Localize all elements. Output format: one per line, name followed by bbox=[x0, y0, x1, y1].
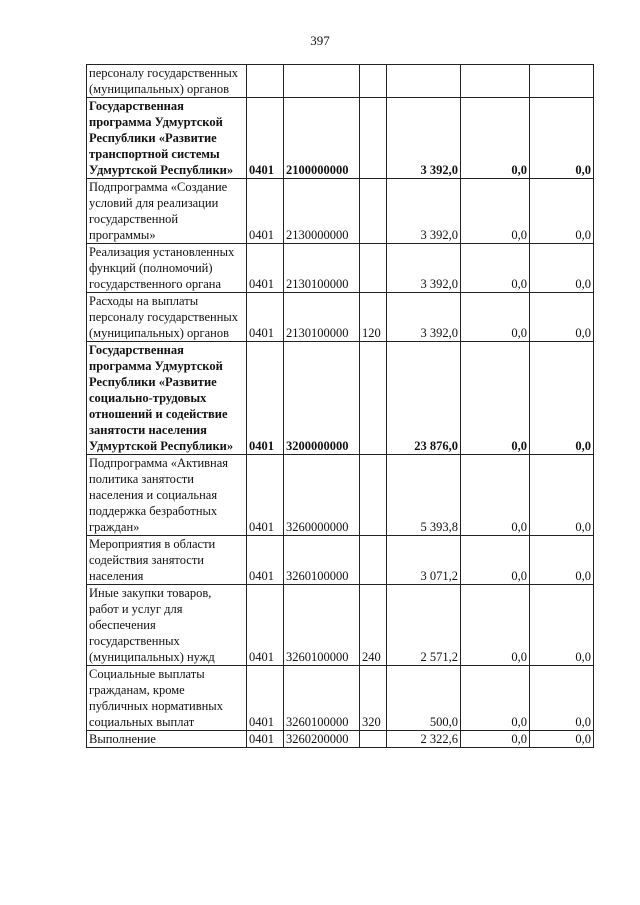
row-section-code: 0401 bbox=[247, 179, 284, 244]
row-amount-3: 0,0 bbox=[530, 731, 594, 748]
budget-table-body bbox=[87, 65, 594, 748]
row-expense-type bbox=[360, 342, 387, 455]
row-target-article: 2130000000 bbox=[284, 179, 360, 244]
row-amount-1: 3 392,0 bbox=[387, 98, 461, 179]
row-amount-2: 0,0 bbox=[461, 342, 530, 455]
row-section-code: 0401 bbox=[247, 536, 284, 585]
row-section-code bbox=[247, 65, 284, 98]
row-amount-2: 0,0 bbox=[461, 455, 530, 536]
row-target-article: 3260100000 bbox=[284, 536, 360, 585]
row-name: Подпрограмма «Активная политика занятости населения и социальная поддержка безработных граждан» bbox=[87, 455, 247, 536]
row-amount-3: 0,0 bbox=[530, 244, 594, 293]
row-expense-type: 320 bbox=[360, 666, 387, 731]
row-section-code: 0401 bbox=[247, 342, 284, 455]
row-amount-3: 0,0 bbox=[530, 342, 594, 455]
row-amount-1: 5 393,8 bbox=[387, 455, 461, 536]
table-row bbox=[87, 666, 594, 731]
row-expense-type bbox=[360, 65, 387, 98]
row-amount-3 bbox=[530, 65, 594, 98]
row-expense-type bbox=[360, 244, 387, 293]
row-expense-type bbox=[360, 179, 387, 244]
row-amount-1: 500,0 bbox=[387, 666, 461, 731]
row-expense-type: 120 bbox=[360, 293, 387, 342]
row-section-code: 0401 bbox=[247, 585, 284, 666]
table-row bbox=[87, 342, 594, 455]
row-amount-1: 2 322,6 bbox=[387, 731, 461, 748]
row-expense-type bbox=[360, 98, 387, 179]
row-amount-1: 3 392,0 bbox=[387, 179, 461, 244]
row-amount-1: 3 071,2 bbox=[387, 536, 461, 585]
row-amount-2: 0,0 bbox=[461, 666, 530, 731]
row-name: Мероприятия в области содействия занятости населения bbox=[87, 536, 247, 585]
row-amount-2: 0,0 bbox=[461, 244, 530, 293]
row-name: Выполнение bbox=[87, 731, 247, 748]
row-target-article: 2100000000 bbox=[284, 98, 360, 179]
row-name: Расходы на выплаты персоналу государственных (муниципальных) органов bbox=[87, 293, 247, 342]
budget-table bbox=[86, 64, 594, 748]
row-target-article: 2130100000 bbox=[284, 293, 360, 342]
row-amount-2: 0,0 bbox=[461, 98, 530, 179]
row-amount-3: 0,0 bbox=[530, 179, 594, 244]
row-amount-1: 3 392,0 bbox=[387, 244, 461, 293]
row-amount-3: 0,0 bbox=[530, 536, 594, 585]
row-amount-3: 0,0 bbox=[530, 98, 594, 179]
row-expense-type bbox=[360, 536, 387, 585]
row-name: Подпрограмма «Создание условий для реализации государственной программы» bbox=[87, 179, 247, 244]
row-target-article: 3260100000 bbox=[284, 585, 360, 666]
row-target-article: 3260000000 bbox=[284, 455, 360, 536]
table-row bbox=[87, 244, 594, 293]
row-name: Государственная программа Удмуртской Республики «Развитие социально-трудовых отношений и содействие занятости населения Удмуртской Республики» bbox=[87, 342, 247, 455]
row-name: Государственная программа Удмуртской Республики «Развитие транспортной системы Удмуртской Республики» bbox=[87, 98, 247, 179]
table-row bbox=[87, 98, 594, 179]
table-row bbox=[87, 65, 594, 98]
row-amount-2: 0,0 bbox=[461, 536, 530, 585]
table-row bbox=[87, 455, 594, 536]
table-row bbox=[87, 179, 594, 244]
row-amount-1: 3 392,0 bbox=[387, 293, 461, 342]
row-amount-2: 0,0 bbox=[461, 585, 530, 666]
row-amount-3: 0,0 bbox=[530, 585, 594, 666]
row-amount-1: 2 571,2 bbox=[387, 585, 461, 666]
row-expense-type: 240 bbox=[360, 585, 387, 666]
page-number: 397 bbox=[310, 33, 330, 48]
row-section-code: 0401 bbox=[247, 455, 284, 536]
table-row bbox=[87, 536, 594, 585]
row-amount-2: 0,0 bbox=[461, 293, 530, 342]
row-amount-1 bbox=[387, 65, 461, 98]
row-amount-3: 0,0 bbox=[530, 666, 594, 731]
row-name: персоналу государственных (муниципальных) органов bbox=[87, 65, 247, 98]
row-target-article: 3260200000 bbox=[284, 731, 360, 748]
row-name: Реализация установленных функций (полномочий) государственного органа bbox=[87, 244, 247, 293]
row-section-code: 0401 bbox=[247, 98, 284, 179]
row-name: Социальные выплаты гражданам, кроме публичных нормативных социальных выплат bbox=[87, 666, 247, 731]
row-target-article: 3260100000 bbox=[284, 666, 360, 731]
table-row bbox=[87, 293, 594, 342]
row-amount-3: 0,0 bbox=[530, 293, 594, 342]
row-expense-type bbox=[360, 455, 387, 536]
table-row bbox=[87, 585, 594, 666]
row-section-code: 0401 bbox=[247, 666, 284, 731]
row-target-article: 3200000000 bbox=[284, 342, 360, 455]
row-name: Иные закупки товаров, работ и услуг для обеспечения государственных (муниципальных) нужд bbox=[87, 585, 247, 666]
row-section-code: 0401 bbox=[247, 244, 284, 293]
row-target-article bbox=[284, 65, 360, 98]
row-amount-1: 23 876,0 bbox=[387, 342, 461, 455]
table-row bbox=[87, 731, 594, 748]
row-amount-2 bbox=[461, 65, 530, 98]
row-expense-type bbox=[360, 731, 387, 748]
row-section-code: 0401 bbox=[247, 731, 284, 748]
row-amount-2: 0,0 bbox=[461, 179, 530, 244]
row-target-article: 2130100000 bbox=[284, 244, 360, 293]
row-section-code: 0401 bbox=[247, 293, 284, 342]
row-amount-3: 0,0 bbox=[530, 455, 594, 536]
row-amount-2: 0,0 bbox=[461, 731, 530, 748]
